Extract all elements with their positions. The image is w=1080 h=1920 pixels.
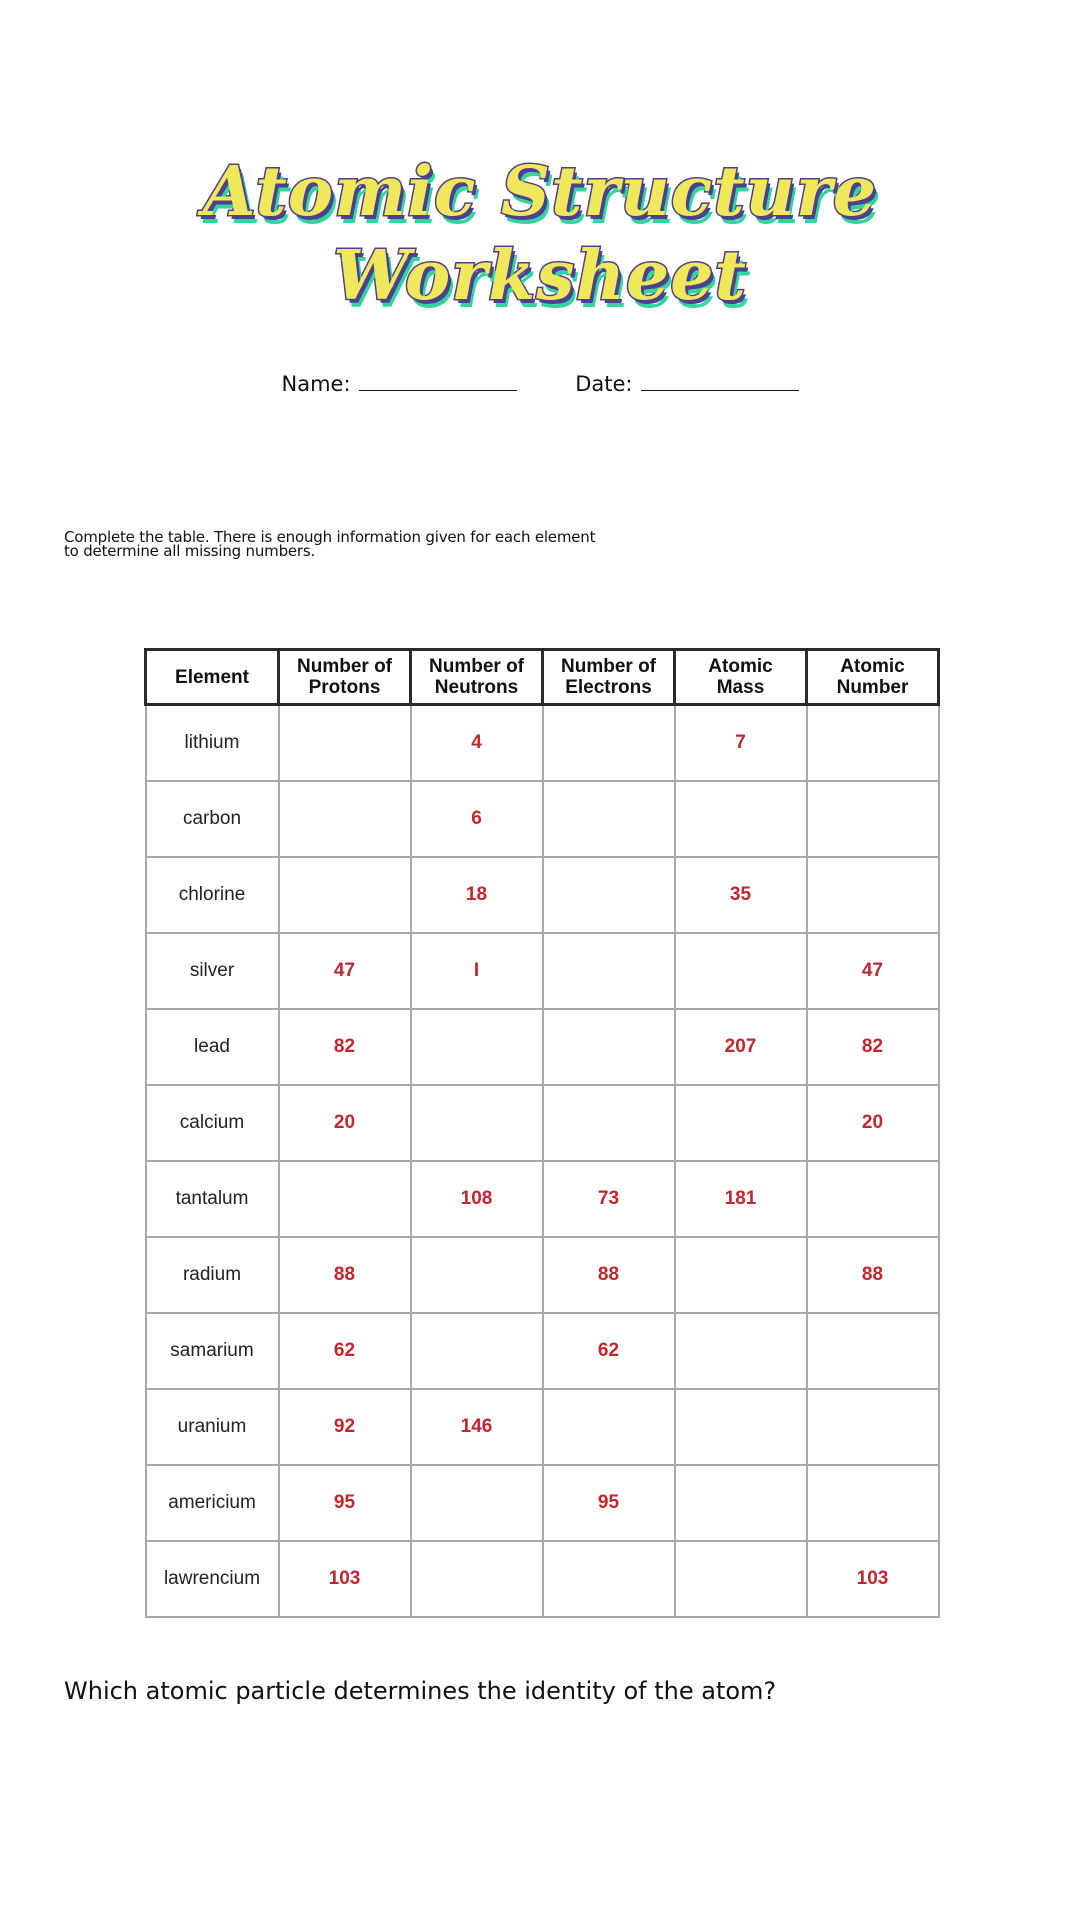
value-cell[interactable] bbox=[675, 933, 807, 1009]
value-cell[interactable] bbox=[807, 705, 939, 782]
column-header-text: Electrons bbox=[565, 677, 652, 698]
value-cell[interactable] bbox=[807, 857, 939, 933]
value-cell[interactable]: 95 bbox=[279, 1465, 411, 1541]
value-cell[interactable] bbox=[543, 933, 675, 1009]
instructions bbox=[64, 530, 624, 558]
value-cell[interactable] bbox=[411, 1085, 543, 1161]
column-header-text: Mass bbox=[716, 677, 765, 698]
instructions-line-1: Complete the table. There is enough information given for each element bbox=[64, 528, 596, 546]
name-field[interactable] bbox=[282, 372, 517, 396]
value-cell[interactable] bbox=[675, 781, 807, 857]
title-line-2: Worksheet bbox=[333, 236, 747, 316]
value-cell[interactable]: 47 bbox=[279, 933, 411, 1009]
column-header bbox=[146, 650, 279, 705]
column-header-text: Neutrons bbox=[434, 677, 519, 698]
name-date-row bbox=[0, 372, 1080, 396]
value-cell[interactable] bbox=[411, 1541, 543, 1617]
column-header bbox=[411, 650, 543, 705]
value-cell[interactable] bbox=[807, 1465, 939, 1541]
element-name-cell: lead bbox=[146, 1009, 279, 1085]
value-cell[interactable]: 62 bbox=[543, 1313, 675, 1389]
value-cell[interactable]: 88 bbox=[279, 1237, 411, 1313]
value-cell[interactable]: 95 bbox=[543, 1465, 675, 1541]
value-cell[interactable]: 47 bbox=[807, 933, 939, 1009]
atomic-table-container bbox=[144, 648, 940, 1618]
value-cell[interactable] bbox=[279, 781, 411, 857]
value-cell[interactable]: 6 bbox=[411, 781, 543, 857]
table-row bbox=[146, 857, 939, 933]
value-cell[interactable]: 82 bbox=[279, 1009, 411, 1085]
value-cell[interactable]: 35 bbox=[675, 857, 807, 933]
value-cell[interactable]: 82 bbox=[807, 1009, 939, 1085]
value-cell[interactable]: 108 bbox=[411, 1161, 543, 1237]
column-header bbox=[543, 650, 675, 705]
value-cell[interactable] bbox=[675, 1085, 807, 1161]
value-cell[interactable] bbox=[411, 1465, 543, 1541]
value-cell[interactable] bbox=[411, 1009, 543, 1085]
instructions-line-2: to determine all missing numbers. bbox=[64, 542, 316, 560]
table-row bbox=[146, 1313, 939, 1389]
value-cell[interactable]: 4 bbox=[411, 705, 543, 782]
value-cell[interactable] bbox=[411, 1237, 543, 1313]
value-cell[interactable]: 73 bbox=[543, 1161, 675, 1237]
value-cell[interactable] bbox=[807, 1161, 939, 1237]
table-header-row bbox=[146, 650, 939, 705]
value-cell[interactable] bbox=[543, 1085, 675, 1161]
element-name-cell: tantalum bbox=[146, 1161, 279, 1237]
value-cell[interactable]: I bbox=[411, 933, 543, 1009]
column-header-text: Atomic bbox=[840, 656, 905, 677]
column-header bbox=[675, 650, 807, 705]
value-cell[interactable]: 18 bbox=[411, 857, 543, 933]
value-cell[interactable] bbox=[807, 1389, 939, 1465]
date-blank-line[interactable] bbox=[641, 372, 799, 391]
element-name-cell: chlorine bbox=[146, 857, 279, 933]
value-cell[interactable]: 103 bbox=[279, 1541, 411, 1617]
value-cell[interactable]: 20 bbox=[279, 1085, 411, 1161]
table-row bbox=[146, 933, 939, 1009]
value-cell[interactable] bbox=[543, 1541, 675, 1617]
value-cell[interactable] bbox=[543, 781, 675, 857]
column-header-text: Number of bbox=[561, 656, 656, 677]
value-cell[interactable] bbox=[675, 1237, 807, 1313]
value-cell[interactable]: 88 bbox=[543, 1237, 675, 1313]
element-name-cell: uranium bbox=[146, 1389, 279, 1465]
table-row bbox=[146, 1389, 939, 1465]
value-cell[interactable] bbox=[279, 1161, 411, 1237]
date-label: Date: bbox=[575, 372, 633, 396]
element-name-cell: radium bbox=[146, 1237, 279, 1313]
value-cell[interactable] bbox=[675, 1313, 807, 1389]
value-cell[interactable] bbox=[807, 781, 939, 857]
column-header-text: Element bbox=[175, 666, 249, 688]
column-header-text: Protons bbox=[308, 677, 381, 698]
value-cell[interactable] bbox=[543, 857, 675, 933]
column-header-text: Atomic bbox=[708, 656, 773, 677]
name-blank-line[interactable] bbox=[359, 372, 517, 391]
element-name-cell: lawrencium bbox=[146, 1541, 279, 1617]
column-header-text: Number bbox=[836, 677, 909, 698]
value-cell[interactable] bbox=[675, 1389, 807, 1465]
value-cell[interactable]: 92 bbox=[279, 1389, 411, 1465]
element-name-cell: samarium bbox=[146, 1313, 279, 1389]
table-row bbox=[146, 1465, 939, 1541]
value-cell[interactable]: 207 bbox=[675, 1009, 807, 1085]
table-row bbox=[146, 1161, 939, 1237]
column-header-text: Number of bbox=[297, 656, 392, 677]
table-row bbox=[146, 781, 939, 857]
worksheet-title bbox=[0, 150, 1080, 318]
value-cell[interactable]: 20 bbox=[807, 1085, 939, 1161]
value-cell[interactable]: 62 bbox=[279, 1313, 411, 1389]
table-row bbox=[146, 1541, 939, 1617]
value-cell[interactable] bbox=[807, 1313, 939, 1389]
table-row bbox=[146, 1009, 939, 1085]
table-row bbox=[146, 1085, 939, 1161]
element-name-cell: calcium bbox=[146, 1085, 279, 1161]
value-cell[interactable]: 7 bbox=[675, 705, 807, 782]
element-name-cell: lithium bbox=[146, 705, 279, 782]
column-header bbox=[279, 650, 411, 705]
table-row bbox=[146, 705, 939, 782]
atomic-structure-table bbox=[144, 648, 940, 1618]
value-cell[interactable] bbox=[675, 1541, 807, 1617]
element-name-cell: americium bbox=[146, 1465, 279, 1541]
element-name-cell: silver bbox=[146, 933, 279, 1009]
column-header bbox=[807, 650, 939, 705]
title-line-1: Atomic Structure bbox=[202, 152, 878, 232]
value-cell[interactable] bbox=[279, 857, 411, 933]
value-cell[interactable]: 88 bbox=[807, 1237, 939, 1313]
table-row bbox=[146, 1237, 939, 1313]
value-cell[interactable] bbox=[675, 1465, 807, 1541]
value-cell[interactable] bbox=[543, 1389, 675, 1465]
value-cell[interactable] bbox=[279, 705, 411, 782]
value-cell[interactable] bbox=[543, 705, 675, 782]
element-name-cell: carbon bbox=[146, 781, 279, 857]
value-cell[interactable]: 103 bbox=[807, 1541, 939, 1617]
date-field[interactable] bbox=[575, 372, 798, 396]
question-text: Which atomic particle determines the identity of the atom? bbox=[64, 1677, 777, 1705]
value-cell[interactable]: 146 bbox=[411, 1389, 543, 1465]
value-cell[interactable]: 181 bbox=[675, 1161, 807, 1237]
value-cell[interactable] bbox=[543, 1009, 675, 1085]
table-body bbox=[146, 705, 939, 1618]
column-header-text: Number of bbox=[429, 656, 524, 677]
value-cell[interactable] bbox=[411, 1313, 543, 1389]
name-label: Name: bbox=[281, 372, 351, 396]
